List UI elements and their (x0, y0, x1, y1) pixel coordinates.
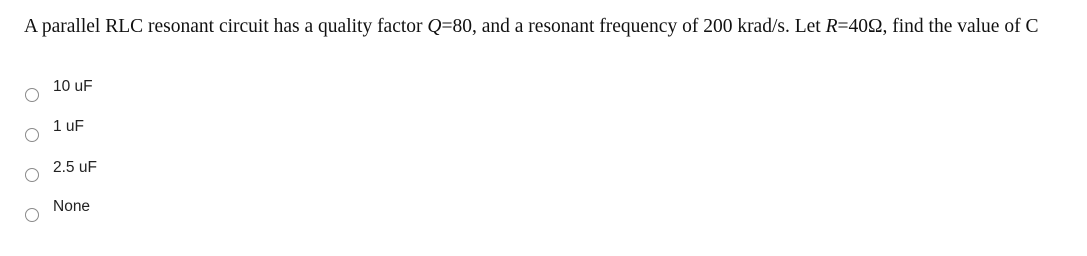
question-variable-q: Q (427, 16, 442, 37)
radio-button-option-1[interactable] (25, 88, 39, 102)
question-variable-r: R (825, 16, 838, 37)
answer-option-1-label[interactable]: 10 uF (53, 78, 93, 95)
question-text-part-2: =80, and a resonant frequency of 200 krad/s. Let (441, 16, 826, 37)
radio-button-option-3[interactable] (25, 168, 39, 182)
answer-option-2-label[interactable]: 1 uF (53, 118, 85, 135)
answer-option-4-label[interactable]: None (53, 198, 91, 215)
radio-button-option-4[interactable] (25, 208, 39, 222)
question-text-part-1: A parallel RLC resonant circuit has a quality factor (24, 16, 428, 37)
answer-option-3-label[interactable]: 2.5 uF (53, 159, 97, 176)
radio-button-option-2[interactable] (25, 128, 39, 142)
question-text-part-3: =40Ω, find the value of C (837, 16, 1039, 37)
